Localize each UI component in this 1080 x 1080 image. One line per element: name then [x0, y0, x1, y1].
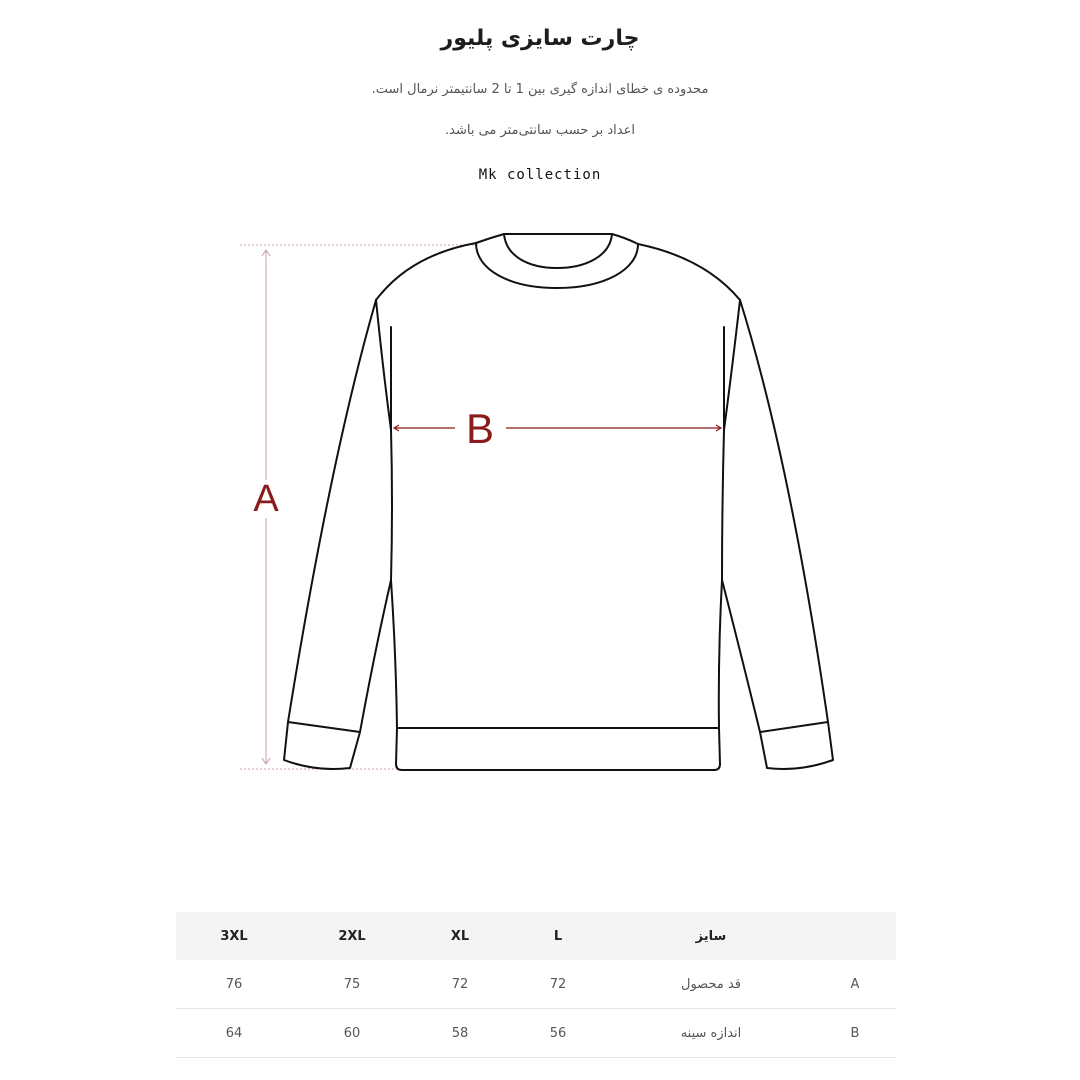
cell-code: B [814, 1009, 896, 1058]
cell-xl: 72 [412, 960, 508, 1009]
size-table [176, 912, 896, 1058]
page-title: چارت سایزی پلیور [440, 26, 640, 51]
header-2xl: 2XL [292, 912, 412, 960]
cell-l: 72 [508, 960, 608, 1009]
cell-3xl: 64 [176, 1009, 292, 1058]
brand-name: Mk collection [478, 167, 602, 183]
header-xl: XL [412, 912, 508, 960]
label-a: A [253, 478, 279, 520]
table-row [176, 960, 896, 1009]
header-3xl: 3XL [176, 912, 292, 960]
cell-xl: 58 [412, 1009, 508, 1058]
cell-l: 56 [508, 1009, 608, 1058]
measurement-b-guide [394, 425, 721, 431]
cell-measure-name: اندازه سینه [608, 1009, 814, 1058]
cell-code: A [814, 960, 896, 1009]
cell-3xl: 76 [176, 960, 292, 1009]
cell-2xl: 75 [292, 960, 412, 1009]
cell-2xl: 60 [292, 1009, 412, 1058]
sweater-outline [284, 234, 833, 770]
table-row [176, 1009, 896, 1058]
header-l: L [508, 912, 608, 960]
header-code [814, 912, 896, 960]
size-table-header [176, 912, 896, 960]
cell-measure-name: قد محصول [608, 960, 814, 1009]
units-note: اعداد بر حسب سانتی‌متر می باشد. [445, 123, 635, 138]
measurement-error-note: محدوده ی خطای اندازه گیری بین 1 تا 2 سانتیمتر نرمال است. [371, 82, 709, 97]
header-size: سایز [608, 912, 814, 960]
label-b: B [465, 405, 495, 452]
